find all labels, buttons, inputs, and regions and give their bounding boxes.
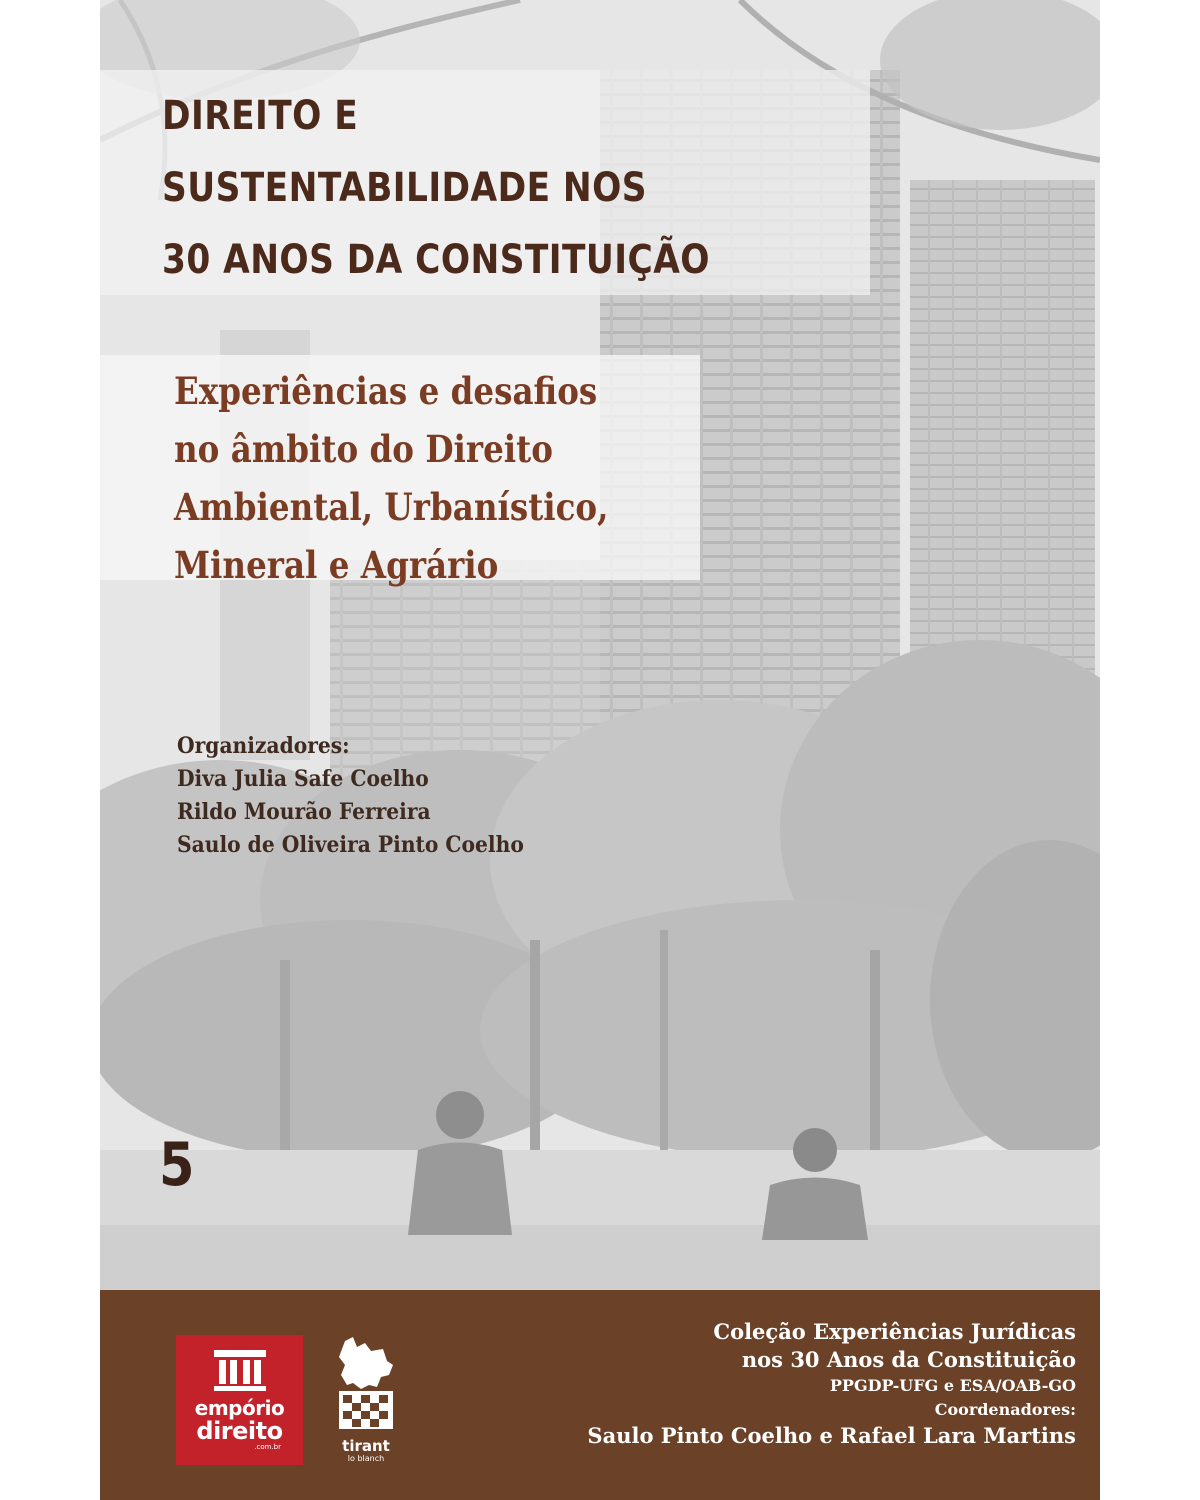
series-title-line: nos 30 Anos da Constituição bbox=[741, 1347, 1076, 1372]
series-title-line: Coleção Experiências Jurídicas bbox=[713, 1319, 1076, 1344]
logo-text: direito bbox=[196, 1417, 283, 1445]
volume-number: 5 bbox=[159, 1130, 195, 1200]
title-line: DIREITO E bbox=[162, 93, 359, 139]
logo-text: lo blanch bbox=[347, 1454, 385, 1463]
series-program: PPGDP-UFG e ESA/OAB-GO bbox=[829, 1376, 1076, 1395]
book-subtitle bbox=[174, 362, 609, 594]
tirant-lo-blanch-logo bbox=[320, 1335, 412, 1483]
organizer-name: Saulo de Oliveira Pinto Coelho bbox=[177, 832, 524, 858]
subtitle-line: Ambiental, Urbanístico, bbox=[174, 485, 609, 529]
organizer-name: Diva Julia Safe Coelho bbox=[177, 766, 429, 792]
organizers-label: Organizadores: bbox=[177, 733, 350, 759]
logo-text: empório bbox=[194, 1396, 285, 1420]
logo-text: .com.br bbox=[254, 1443, 281, 1451]
subtitle-line: Mineral e Agrário bbox=[174, 543, 499, 587]
subtitle-line: no âmbito do Direito bbox=[174, 427, 553, 471]
coordinators-label: Coordenadores: bbox=[934, 1400, 1076, 1419]
knight-icon bbox=[331, 1335, 401, 1435]
subtitle-line: Experiências e desafios bbox=[174, 369, 598, 413]
series-info bbox=[587, 1318, 1076, 1450]
book-cover bbox=[100, 0, 1100, 1500]
columns-icon bbox=[212, 1348, 268, 1392]
organizers-block bbox=[177, 730, 524, 862]
emporio-direito-logo bbox=[176, 1335, 303, 1465]
title-line: 30 ANOS DA CONSTITUIÇÃO bbox=[162, 237, 710, 283]
title-line: SUSTENTABILIDADE NOS bbox=[162, 165, 648, 211]
book-title bbox=[162, 80, 710, 296]
cover-footer bbox=[100, 1290, 1100, 1500]
organizer-name: Rildo Mourão Ferreira bbox=[177, 799, 431, 825]
coordinators-names: Saulo Pinto Coelho e Rafael Lara Martins bbox=[587, 1423, 1076, 1448]
logo-text: tirant bbox=[342, 1437, 390, 1455]
